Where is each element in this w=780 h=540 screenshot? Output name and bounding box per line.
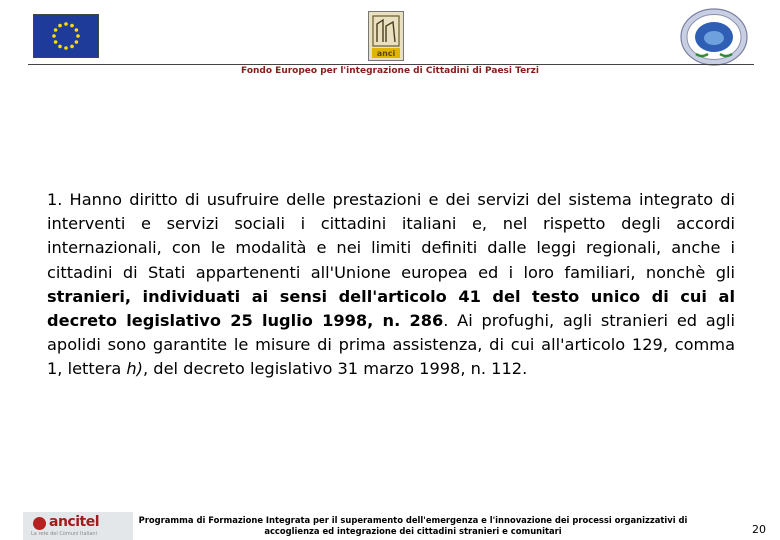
law-paragraph: [47, 188, 735, 382]
paragraph-italic-segment: h): [126, 359, 143, 379]
eu-flag-icon: [33, 14, 99, 58]
ancitel-tagline: La rete dei Comuni Italiani: [31, 531, 97, 537]
footer-caption: [130, 515, 696, 537]
paragraph-segment: , del decreto legislativo 31 marzo 1998, n. 112.: [143, 359, 528, 379]
ancitel-logo: [23, 512, 133, 540]
paragraph-segment: 1. Hanno diritto di usufruire delle prestazioni e dei servizi del sistema integrato di interventi e servizi sociali i cittadini italiani e, nel rispetto degli accordi internazionali, con le modalità e nei limiti definiti dalle leggi regionali, anche i cittadini di Stati appartenenti all'Unione europea ed i loro familiari, nonchè gli: [47, 190, 735, 282]
header-divider: [28, 64, 754, 65]
page-number: 20: [752, 523, 766, 536]
anci-logo-text: anci: [376, 49, 396, 58]
ancitel-disc-icon: [33, 517, 46, 530]
paragraph-bold-segment: stranieri, individuati ai sensi dell'articolo 41 del testo unico di cui al decreto legislativo 25 luglio 1998, n. 286: [47, 286, 735, 331]
footer-caption-line: accoglienza ed integrazione dei cittadini stranieri e comunitari: [264, 526, 562, 536]
anci-logo-icon: [368, 11, 404, 61]
footer-caption-line: Programma di Formazione Integrata per il superamento dell'emergenza e l'innovazione dei processi organizzativi di: [138, 515, 688, 525]
header-caption: Fondo Europeo per l'integrazione di Cittadini di Paesi Terzi: [241, 66, 539, 76]
paragraph-segment: . Ai profughi, agli stranieri ed agli apolidi sono garantite le misure di prima assistenza, di cui all'articolo 129, comma 1, lettera: [47, 311, 735, 379]
ancitel-brand: ancitel: [49, 514, 99, 530]
seal-icon: [680, 8, 748, 66]
eu-stars-icon: [34, 15, 98, 57]
